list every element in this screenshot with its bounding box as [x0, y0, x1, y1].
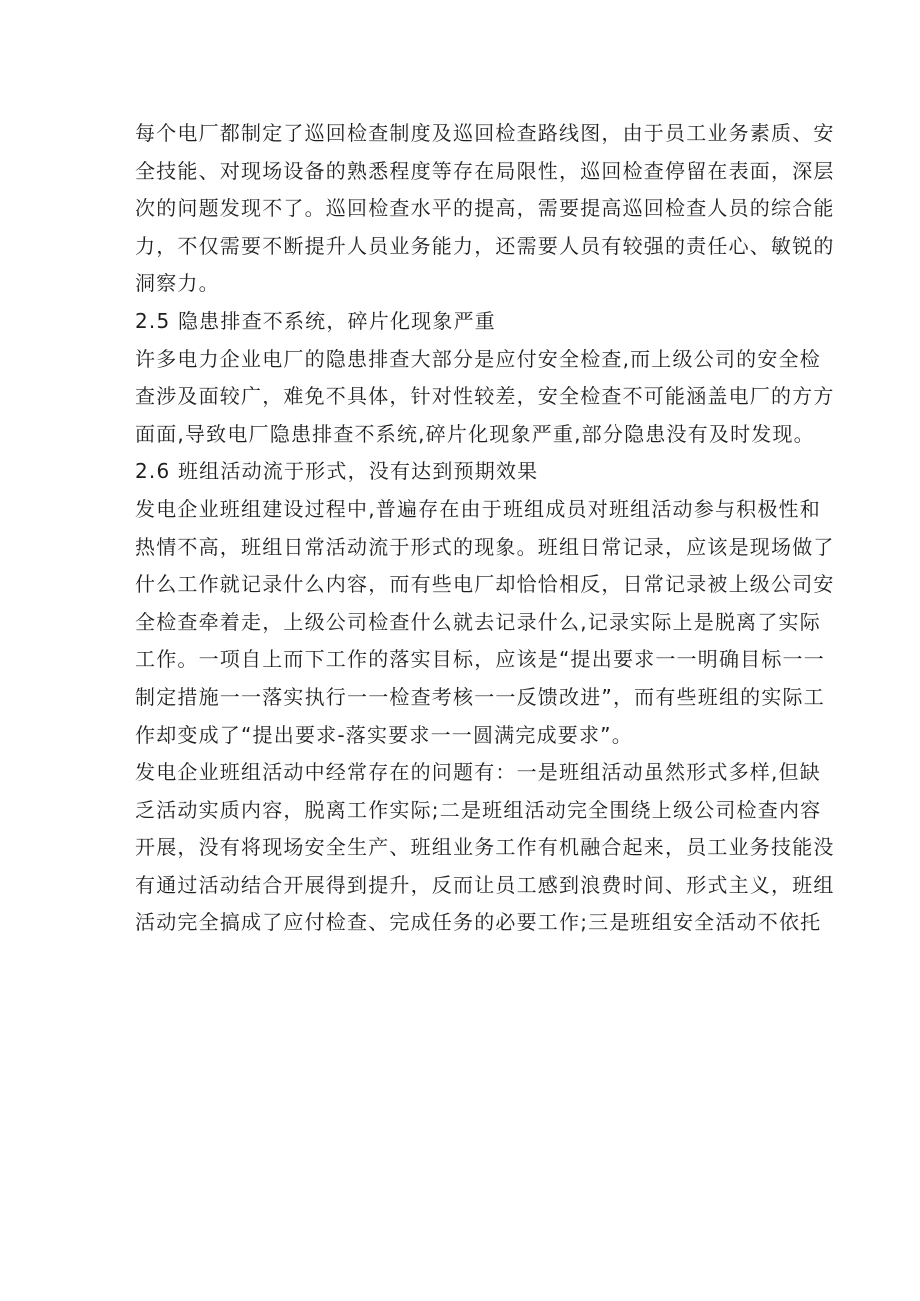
section-heading-2-6: 2.6 班组活动流于形式，没有达到预期效果	[135, 459, 539, 484]
text-line: 许多电力企业电厂的隐患排查大部分是应付安全检查,而上级公司的安全检	[135, 346, 821, 371]
paragraph-hazard-check	[135, 341, 835, 454]
text-line: 乏活动实质内容，脱离工作实际;二是班组活动完全围绕上级公司检查内容	[135, 797, 822, 822]
text-line: 工作。一项自上而下工作的落实目标，应该是“提出要求一一明确目标一一	[135, 647, 825, 672]
text-line: 力，不仅需要不断提升人员业务能力，还需要人员有较强的责任心、敏锐的	[135, 233, 835, 258]
text-line: 热情不高，班组日常活动流于形式的现象。班组日常记录，应该是现场做了	[135, 534, 835, 559]
paragraph-inspection	[135, 115, 835, 303]
document-body	[135, 115, 835, 942]
text-line: 每个电厂都制定了巡回检查制度及巡回检查路线图，由于员工业务素质、安	[135, 121, 835, 145]
text-line: 查涉及面较广，难免不具体，针对性较差，安全检查不可能涵盖电厂的方方	[135, 384, 835, 409]
text-line: 发电企业班组活动中经常存在的问题有：一是班组活动虽然形式多样,但缺	[135, 760, 821, 785]
text-line: 开展，没有将现场安全生产、班组业务工作有机融合起来，员工业务技能没	[135, 835, 835, 860]
text-line: 什么工作就记录什么内容，而有些电厂却恰恰相反，日常记录被上级公司安	[135, 572, 835, 597]
text-line: 作却变成了“提出要求-落实要求一一圆满完成要求”。	[135, 722, 633, 747]
text-line: 面面,导致电厂隐患排查不系统,碎片化现象严重,部分隐患没有及时发现。	[135, 421, 815, 446]
paragraph-team-activities	[135, 491, 835, 754]
text-line: 活动完全搞成了应付检查、完成任务的必要工作;三是班组安全活动不依托	[135, 910, 822, 935]
text-line: 次的问题发现不了。巡回检查水平的提高，需要提高巡回检查人员的综合能	[135, 196, 835, 221]
text-line: 全检查牵着走，上级公司检查什么就去记录什么,记录实际上是脱离了实际	[135, 609, 821, 634]
text-line: 有通过活动结合开展得到提升，反而让员工感到浪费时间、形式主义，班组	[135, 872, 835, 897]
section-heading-2-5: 2.5 隐患排查不系统，碎片化现象严重	[135, 308, 496, 333]
paragraph-team-problems	[135, 754, 835, 942]
text-line: 发电企业班组建设过程中,普遍存在由于班组成员对班组活动参与积极性和	[135, 496, 821, 521]
text-line: 洞察力。	[135, 271, 220, 296]
text-line: 制定措施一一落实执行一一检查考核一一反馈改进”，而有些班组的实际工	[135, 684, 825, 709]
text-line: 全技能、对现场设备的熟悉程度等存在局限性，巡回检查停留在表面，深层	[135, 158, 835, 183]
